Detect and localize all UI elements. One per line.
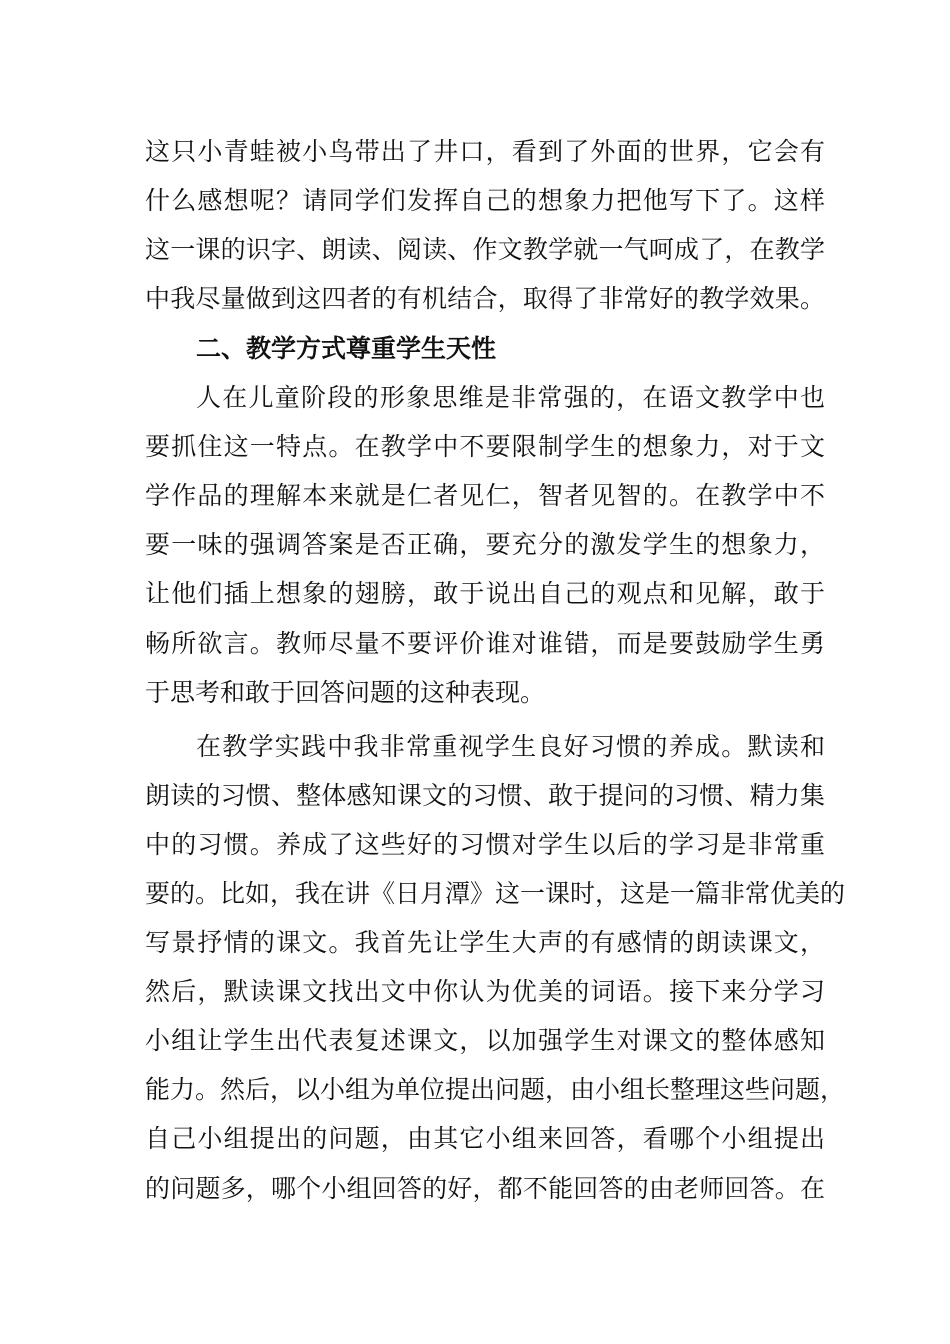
paragraph-2-line-7: 于思考和敢于回答问题的这种表现。	[145, 678, 546, 707]
paragraph-3-line-10: 的问题多，哪个小组回答的好，都不能回答的由老师回答。在	[145, 1174, 825, 1203]
paragraph-2-line-3: 学作品的理解本来就是仁者见仁，智者见智的。在教学中不	[145, 481, 825, 510]
paragraph-3-line-4: 要的。比如，我在讲《日月潭》这一课时，这是一篇非常优美的	[145, 879, 846, 908]
paragraph-2-line-6: 畅所欲言。教师尽量不要评价谁对谁错，而是要鼓励学生勇	[145, 629, 825, 658]
paragraph-2-line-4: 要一味的强调答案是否正确，要充分的激发学生的想象力，	[145, 530, 825, 559]
paragraph-3-line-5: 写景抒情的课文。我首先让学生大声的有感情的朗读课文，	[145, 928, 825, 957]
paragraph-1-line-1: 这只小青蛙被小鸟带出了井口，看到了外面的世界，它会有	[145, 137, 825, 166]
paragraph-3-line-7: 小组让学生出代表复述课文，以加强学生对课文的整体感知	[145, 1026, 825, 1055]
section-heading: 二、教学方式尊重学生天性	[196, 334, 497, 363]
paragraph-3-line-2: 朗读的习惯、整体感知课文的习惯、敢于提问的习惯、精力集	[145, 781, 825, 810]
paragraph-1-line-4: 中我尽量做到这四者的有机结合，取得了非常好的教学效果。	[145, 284, 825, 313]
paragraph-3-line-8: 能力。然后，以小组为单位提出问题，由小组长整理这些问题，	[145, 1075, 846, 1104]
paragraph-2-line-2: 要抓住这一特点。在教学中不要限制学生的想象力，对于文	[145, 432, 825, 461]
paragraph-2-line-1: 人在儿童阶段的形象思维是非常强的，在语文教学中也	[196, 383, 825, 412]
paragraph-2-line-5: 让他们插上想象的翅膀，敢于说出自己的观点和见解，敢于	[145, 579, 825, 608]
paragraph-1-line-2: 什么感想呢？请同学们发挥自己的想象力把他写下了。这样	[145, 186, 825, 215]
paragraph-1-line-3: 这一课的识字、朗读、阅读、作文教学就一气呵成了，在教学	[145, 235, 825, 264]
paragraph-3-line-9: 自己小组提出的问题，由其它小组来回答，看哪个小组提出	[145, 1124, 825, 1153]
paragraph-3-line-6: 然后，默读课文找出文中你认为优美的词语。接下来分学习	[145, 977, 825, 1006]
paragraph-3-line-3: 中的习惯。养成了这些好的习惯对学生以后的学习是非常重	[145, 830, 825, 859]
paragraph-3-line-1: 在教学实践中我非常重视学生良好习惯的养成。默读和	[196, 732, 825, 761]
